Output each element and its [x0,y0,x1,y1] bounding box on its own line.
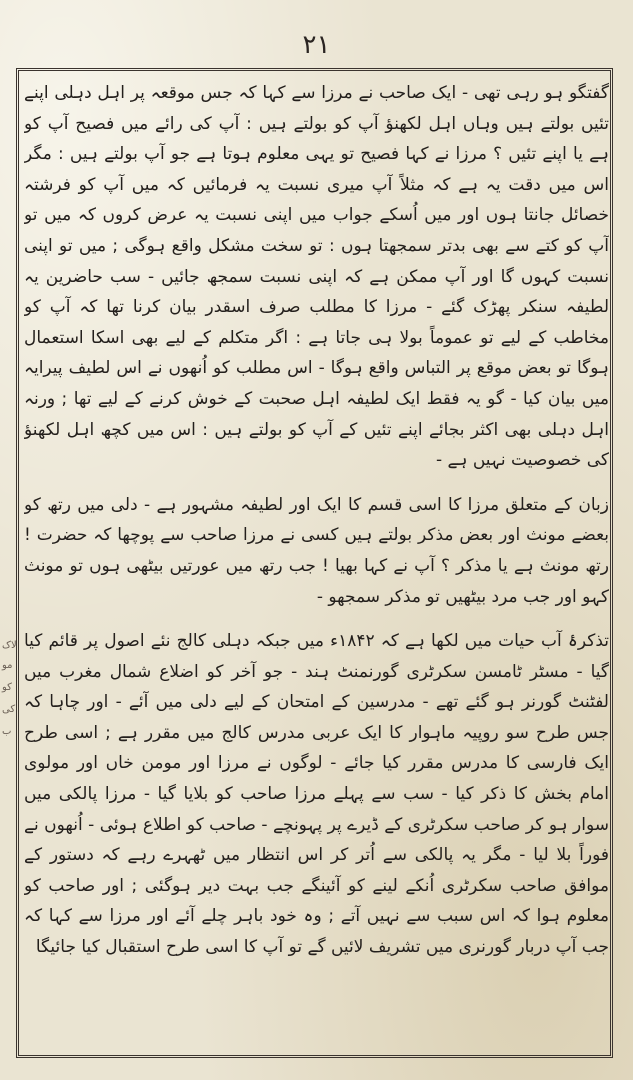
margin-note: ب [2,726,12,737]
margin-note: مو [2,660,13,671]
paragraph: زبان کے متعلق مرزا کا اسی قسم کا ایک اور لطیفہ مشہور ہے - دلی میں رتھ کو بعضے مونث اور بعض مذکر بولتے ہیں کسی نے مرزا صاحب سے پوچھا کہ حضرت ! رتھ مونث ہے یا مذکر ؟ آپ نے کہا بھیا ! جب رتھ میں عورتیں بیٹھی ہوں تو مونث کہو اور جب مرد بیٹھیں تو مذکر سمجھو - [24,494,609,607]
paragraph: تذکرۂ آب حیات میں لکھا ہے کہ ۱۸۴۲ء میں جبکہ دہلی کالج نئے اصول پر قائم کیا گیا - مسٹر ٹامسن سکرٹری گورنمنٹ ہند - جو آخر کو اضلاع شمال مغرب میں لفٹنٹ گورنر ہو گئے تھے - مدرسین کے امتحان کے لیے دلی میں آئے - اور چاہا کہ جس طرح سو روپیہ ماہوار کا ایک عربی مدرس کالج میں مقرر ہے ; اسی طرح ایک فارسی کا مدرس مقرر کیا جائے - لوگوں نے مرزا اور مومن خاں اور مولوی امام بخش کا ذکر کیا - سب سے پہلے مرزا صاحب کو بلایا گیا - مرزا پالکی میں سوار ہو کر صاحب سکرٹری کے ڈیرے پر پہونچے - صاحب کو اطلاع ہوئی - اُنھوں نے فوراً بلا لیا - مگر یہ پالکی سے اُتر کر اس انتظار میں ٹھہرے رہے کہ دستور کے موافق صاحب سکرٹری اُنکے لینے کو آئینگے جب بہت دیر ہوگئی ; اور صاحب کو معلوم ہوا کہ اس سبب سے نہیں آتے ; وہ خود باہر چلے آئے اور مرزا سے کہا کہ جب آپ دربار گورنری میں تشریف لائیں گے تو آپ کا اسی طرح استقبال کیا جائیگا [24,631,609,958]
margin-note: کی [2,704,16,715]
margin-note: لاک [2,640,17,651]
paragraph: گفتگو ہو رہی تھی - ایک صاحب نے مرزا سے کہا کہ جس موقعہ پر اہل دہلی اپنے تئیں بولتے ہیں وہاں اہل لکھنؤ آپ کو بولتے ہیں : آپ کی رائے میں فصیح آپ کو ہے یا اپنے تئیں ؟ مرزا نے کہا فصیح تو یہی معلوم ہوتا ہے جو آپ بولتے ہیں : مگر اس میں دقت یہ ہے کہ مثلاً آپ میری نسبت یہ فرمائیں کہ میں آپ کو فرشتہ خصائل جانتا ہوں اور میں اُسکے جواب میں اپنی نسبت یہ عرض کروں کہ میں تو آپ کو کتے سے بھی بدتر سمجھتا ہوں : تو سخت مشکل واقع ہوگی ; میں تو اپنی نسبت کہوں گا اور آپ ممکن ہے کہ اپنی نسبت سمجھ جائیں - سب حاضرین یہ لطیفہ سنکر پھڑک گئے - مرزا کا مطلب صرف اسقدر بیان کرنا تھا کہ آپ کو مخاطب کے لیے تو عموماً بولا ہی جاتا ہے : اگر متکلم کے لیے بھی اسکا استعمال ہوگا تو بعض موقع پر التباس واقع ہوگا - اس مطلب کو اُنھوں نے اس لطیف پیرایہ میں بیان کیا - گو یہ فقط ایک لطیفہ اہل صحبت کے خوش کرنے کے لیے تھا ; ورنہ اہل دہلی بھی اکثر بجائے اپنے تئیں کے آپ کو بولتے ہیں : اس میں کچھ اہل لکھنؤ کی خصوصیت نہیں ہے - [24,83,609,471]
margin-note: کو [2,682,12,693]
page-number: ۲۱ [302,30,331,60]
body-text [24,78,609,1053]
